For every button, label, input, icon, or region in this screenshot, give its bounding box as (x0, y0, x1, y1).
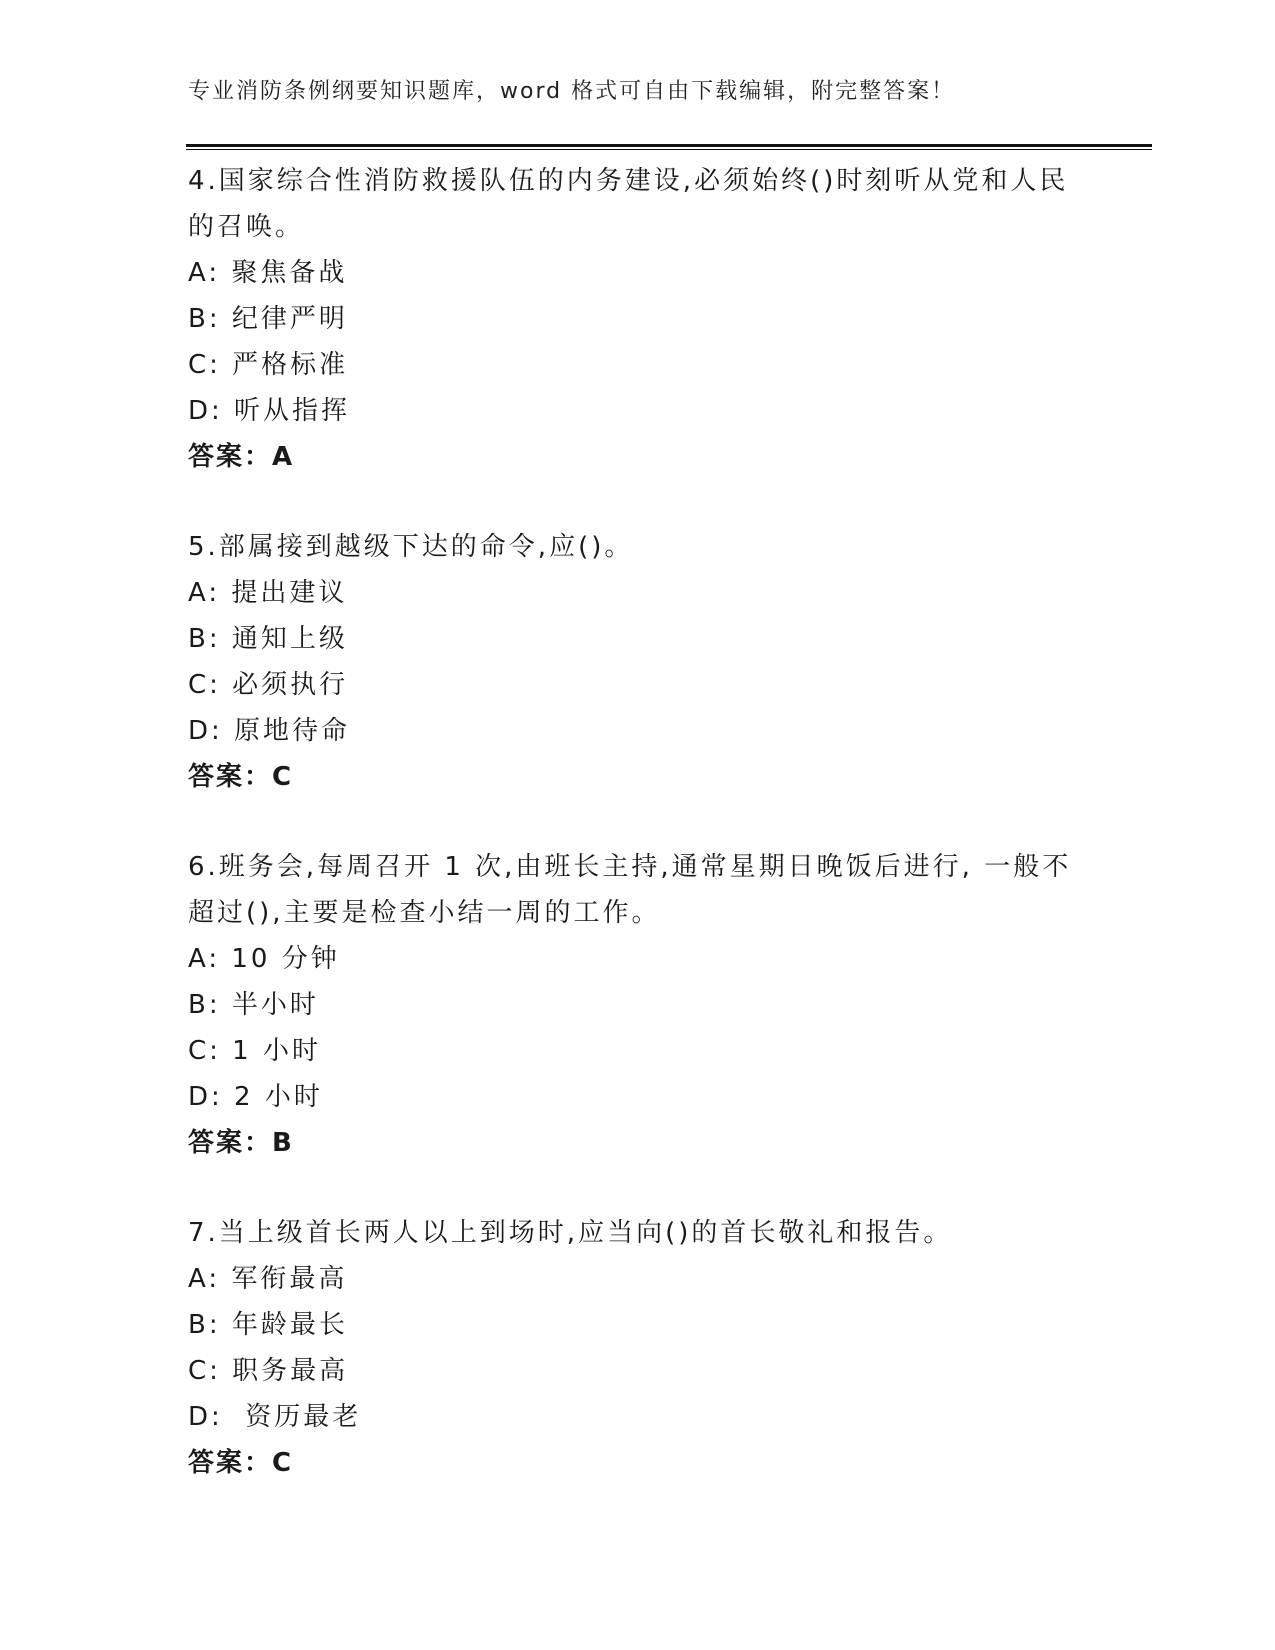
header-divider (186, 144, 1152, 150)
option-b: B: 年龄最长 (188, 1310, 348, 1340)
page-header: 专业消防条例纲要知识题库，word 格式可自由下载编辑，附完整答案！ (188, 79, 956, 104)
option-a: A: 聚焦备战 (188, 258, 348, 288)
question-stem: 4.国家综合性消防救援队伍的内务建设,必须始终()时刻听从党和人民 (188, 166, 1069, 196)
option-c: C: 职务最高 (188, 1356, 349, 1386)
option-a: A: 提出建议 (188, 578, 348, 608)
option-b: B: 通知上级 (188, 624, 348, 654)
question-stem: 5.部属接到越级下达的命令,应()。 (188, 532, 634, 562)
question-6 (188, 844, 1088, 1166)
question-stem-continued: 超过(),主要是检查小结一周的工作。 (188, 898, 661, 928)
option-d: D: 资历最老 (188, 1402, 362, 1432)
question-stem: 7.当上级首长两人以上到场时,应当向()的首长敬礼和报告。 (188, 1218, 953, 1248)
question-7 (188, 1210, 1088, 1486)
option-d: D: 听从指挥 (188, 396, 351, 426)
question-stem: 6.班务会,每周召开 1 次,由班长主持,通常星期日晚饭后进行, 一般不 (188, 852, 1072, 882)
question-stem-continued: 的召唤。 (188, 212, 305, 242)
question-list (188, 158, 1088, 1486)
option-a: A: 军衔最高 (188, 1264, 348, 1294)
option-a: A: 10 分钟 (188, 944, 340, 974)
question-5 (188, 524, 1088, 800)
option-c: C: 1 小时 (188, 1036, 321, 1066)
question-4 (188, 158, 1088, 480)
option-d: D: 原地待命 (188, 716, 351, 746)
option-c: C: 严格标准 (188, 350, 349, 380)
option-b: B: 半小时 (188, 990, 319, 1020)
answer: 答案：C (188, 1448, 294, 1478)
option-d: D: 2 小时 (188, 1082, 323, 1112)
option-b: B: 纪律严明 (188, 304, 348, 334)
answer: 答案：B (188, 1128, 294, 1158)
answer: 答案：A (188, 442, 295, 472)
option-c: C: 必须执行 (188, 670, 349, 700)
answer: 答案：C (188, 762, 294, 792)
